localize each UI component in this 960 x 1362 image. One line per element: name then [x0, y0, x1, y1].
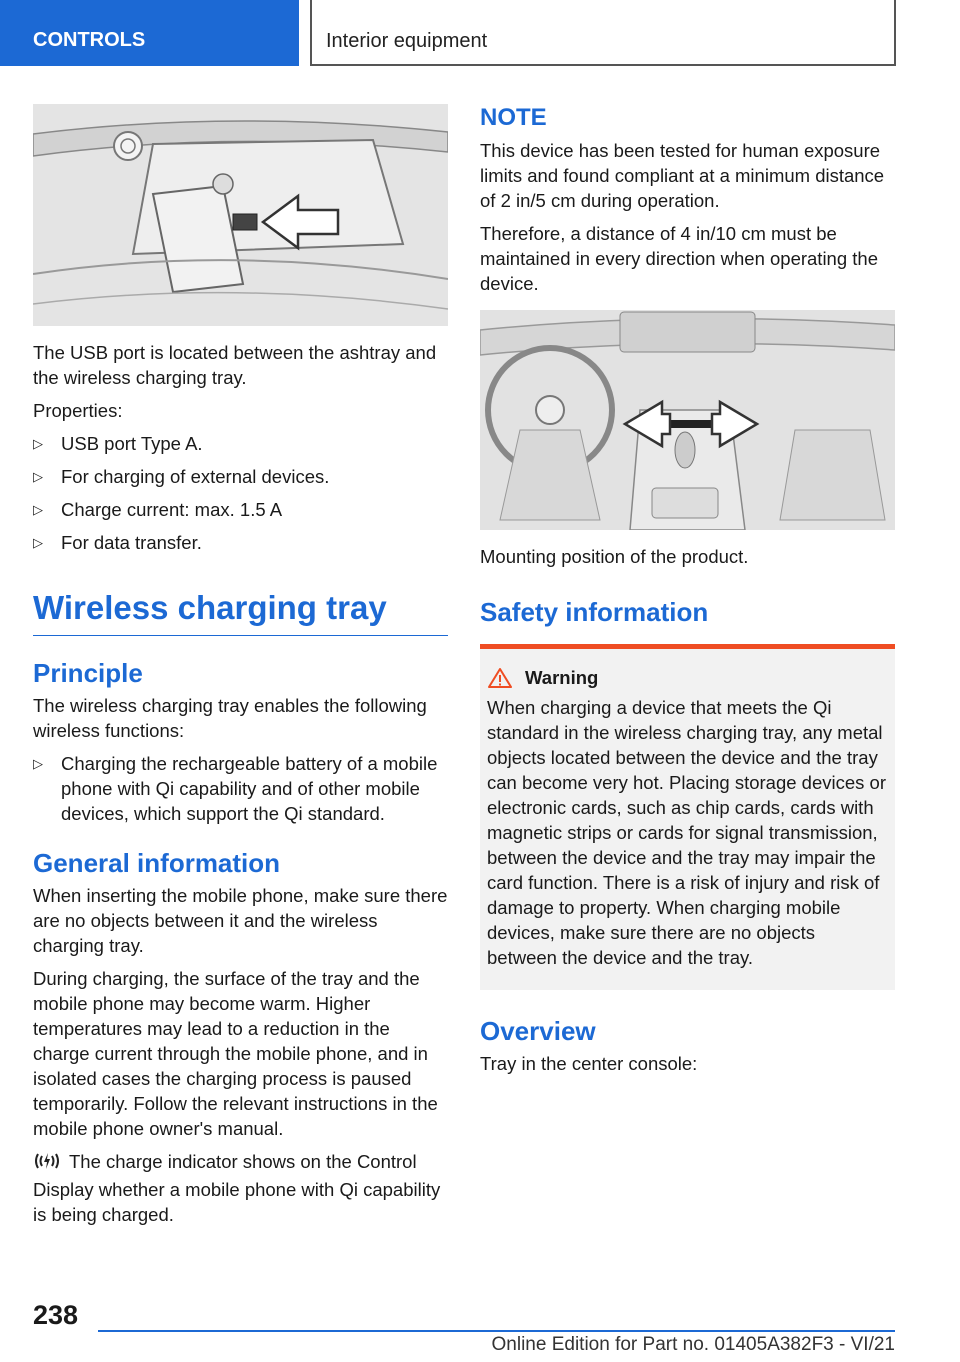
note-paragraph: Therefore, a distance of 4 in/10 cm must be maintained in every direction when operating the device. — [480, 223, 878, 294]
note-paragraph: This device has been tested for human exposure limits and found compliant at a minimum distance of 2 in/5 cm during operation. — [480, 140, 885, 211]
bullet-triangle-icon: ▷ — [33, 469, 43, 484]
page-number: 238 — [33, 1300, 79, 1330]
list-item: ▷ Charge current: max. 1.5 A — [33, 499, 283, 520]
general-info-heading: General information — [33, 848, 281, 878]
footer-divider — [98, 1330, 895, 1332]
chapter-label: CONTROLS — [33, 29, 146, 51]
note-heading: NOTE — [480, 104, 547, 131]
safety-heading: Safety information — [480, 597, 709, 627]
usb-caption: The USB port is located between the ashtray and the wireless charging tray. — [33, 342, 437, 388]
warning-header — [487, 667, 888, 689]
charge-indicator-paragraph: The charge indicator shows on the Control Display whether a mobile phone with Qi capability is being charged. — [33, 1151, 441, 1225]
general-paragraph: During charging, the surface of the tray and the mobile phone may become warm. Higher temperatures may lead to a reduction in the charge current through the mobile phone, and in isolated cases the charging process is paused temporarily. Follow the relevant instructions in the mobile phone owner's manual. — [33, 968, 438, 1139]
wireless-charge-icon — [33, 1151, 61, 1177]
header-title: Interior equipment — [326, 30, 488, 52]
principle-heading: Principle — [33, 658, 143, 688]
usb-port-illustration — [33, 104, 448, 326]
list-item: ▷ Charging the rechargeable battery of a mobile phone with Qi capability and of other mobile devices, which support the Qi standard. — [33, 753, 438, 824]
warning-title: Warning — [525, 667, 599, 688]
bullet-triangle-icon: ▷ — [33, 502, 43, 517]
mounting-position-illustration — [480, 310, 895, 530]
mounting-caption: Mounting position of the product. — [480, 546, 749, 567]
page-header — [312, 0, 896, 66]
principle-list — [33, 751, 448, 826]
overview-text: Tray in the center console: — [480, 1053, 698, 1074]
bullet-triangle-icon: ▷ — [33, 436, 43, 451]
bullet-triangle-icon: ▷ — [33, 756, 43, 771]
section-title: Wireless charging tray — [33, 589, 448, 636]
overview-heading: Overview — [480, 1016, 596, 1046]
footer-edition: Online Edition for Part no. 01405A382F3 - VI/21 — [491, 1334, 895, 1355]
chapter-tab — [0, 0, 299, 66]
general-paragraph: When inserting the mobile phone, make sure there are no objects between it and the wireless charging tray. — [33, 885, 448, 956]
right-column — [480, 104, 895, 1084]
properties-list — [33, 431, 448, 555]
list-item: ▷ For charging of external devices. — [33, 466, 330, 487]
properties-label: Properties: — [33, 400, 123, 421]
list-item: ▷ For data transfer. — [33, 532, 202, 553]
warning-text: When charging a device that meets the Qi standard in the wireless charging tray, any metal objects located between the device and the tray can become very hot. Placing storage devices or electronic cards, such as chip cards, cards with magnetic strips or cards for signal transmission, between the device and the tray may impair the card function. There is a risk of injury and risk of damage to property. When charging mobile devices, make sure there are no objects between the device and the tray. — [487, 697, 886, 968]
warning-triangle-icon — [487, 667, 513, 689]
left-column — [33, 104, 448, 1235]
bullet-triangle-icon: ▷ — [33, 535, 43, 550]
list-item: ▷ USB port Type A. — [33, 433, 203, 454]
principle-text: The wireless charging tray enables the following wireless functions: — [33, 695, 427, 741]
warning-box — [480, 644, 895, 990]
